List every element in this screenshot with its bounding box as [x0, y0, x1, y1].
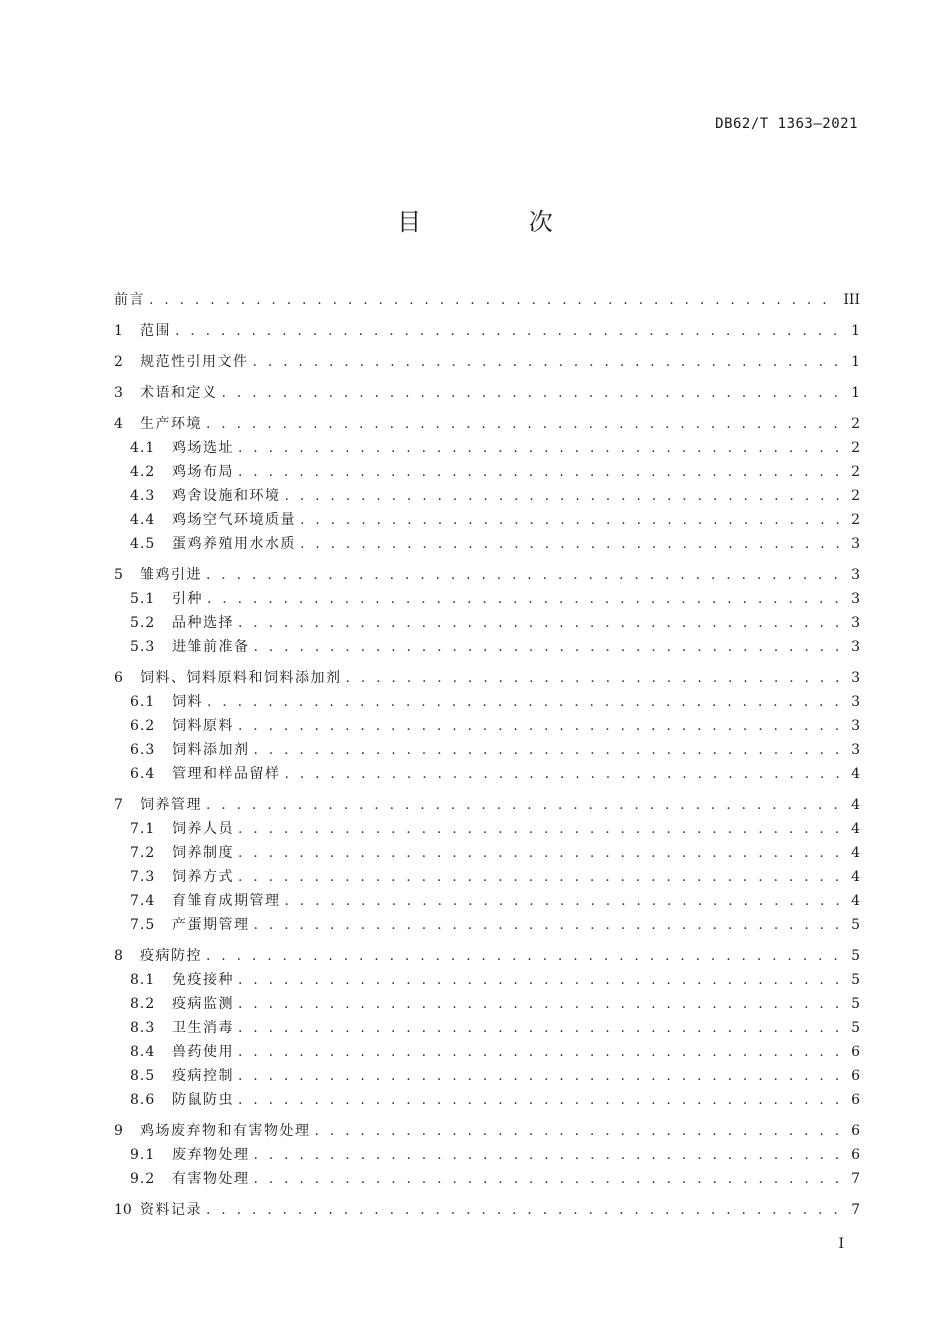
toc-entry-label: 术语和定义	[140, 385, 218, 401]
toc-leader-dots	[346, 670, 846, 686]
toc-entry-page: 2	[851, 440, 860, 456]
toc-entry-label: 鸡场布局	[172, 464, 234, 480]
toc-leader-dots	[238, 821, 845, 837]
toc-leader-dots	[206, 797, 845, 813]
toc-leader-dots	[206, 567, 845, 583]
toc-entry[interactable]	[114, 1041, 860, 1065]
toc-entry-number: 7.5	[130, 917, 156, 933]
toc-entry-label: 疫病控制	[172, 1068, 234, 1084]
toc-entry-number: 1	[114, 323, 123, 339]
toc-entry-label: 饲养人员	[172, 821, 234, 837]
toc-entry-number: 4.5	[130, 536, 156, 552]
toc-entry-label: 资料记录	[140, 1202, 202, 1218]
toc-leader-dots	[254, 917, 846, 933]
toc-entry[interactable]	[114, 564, 860, 588]
toc-entry-number: 8.1	[130, 972, 156, 988]
toc-leader-dots	[238, 845, 845, 861]
toc-leader-dots	[149, 292, 837, 308]
toc-leader-dots	[238, 869, 845, 885]
toc-leader-dots	[254, 742, 846, 758]
toc-entry-number: 5	[114, 567, 123, 583]
toc-entry-page: 3	[851, 694, 860, 710]
toc-entry[interactable]	[114, 351, 860, 375]
toc-entry-label: 进雏前准备	[172, 639, 250, 655]
toc-entry[interactable]	[114, 612, 860, 636]
toc-entry-page: 6	[851, 1123, 860, 1139]
toc-entry[interactable]	[114, 1168, 860, 1192]
toc-leader-dots	[315, 1123, 846, 1139]
toc-entry-number: 4.4	[130, 512, 156, 528]
toc-entry[interactable]	[114, 1017, 860, 1041]
toc-entry-label: 鸡舍设施和环境	[172, 488, 281, 504]
toc-entry-label: 兽药使用	[172, 1044, 234, 1060]
toc-entry-page: 1	[851, 385, 860, 401]
toc-leader-dots	[238, 615, 845, 631]
toc-entry-label: 卫生消毒	[172, 1020, 234, 1036]
toc-leader-dots	[222, 385, 846, 401]
document-number: DB62/T 1363—2021	[715, 116, 858, 132]
toc-leader-dots	[238, 440, 845, 456]
toc-entry[interactable]	[114, 588, 860, 612]
toc-entry[interactable]	[114, 509, 860, 533]
toc-entry-label: 疫病监测	[172, 996, 234, 1012]
toc-entry[interactable]	[114, 437, 860, 461]
toc-entry-page: 3	[851, 591, 860, 607]
toc-entry-number: 9	[114, 1123, 123, 1139]
toc-entry-label: 疫病防控	[140, 948, 202, 964]
toc-leader-dots	[254, 1171, 846, 1187]
toc-entry-page: 5	[851, 972, 860, 988]
toc-entry-number: 8.4	[130, 1044, 156, 1060]
toc-entry-number: 8.6	[130, 1092, 156, 1108]
toc-entry-label: 饲料添加剂	[172, 742, 250, 758]
toc-entry-number: 6.1	[130, 694, 156, 710]
toc-entry-number: 8.2	[130, 996, 156, 1012]
toc-entry[interactable]	[114, 485, 860, 509]
toc-leader-dots	[175, 323, 845, 339]
toc-entry-page: 5	[851, 996, 860, 1012]
toc-entry-number: 4.2	[130, 464, 156, 480]
toc-entry[interactable]	[114, 739, 860, 763]
toc-entry[interactable]	[114, 969, 860, 993]
toc-entry[interactable]	[114, 993, 860, 1017]
toc-entry-label: 品种选择	[172, 615, 234, 631]
toc-entry-label: 饲料原料	[172, 718, 234, 734]
toc-entry-number: 6.2	[130, 718, 156, 734]
toc-entry-label: 免疫接种	[172, 972, 234, 988]
toc-entry[interactable]	[114, 866, 860, 890]
toc-entry-page: 5	[851, 917, 860, 933]
toc-entry-page: 3	[851, 670, 860, 686]
toc-entry-page: 4	[851, 821, 860, 837]
toc-entry-page: 4	[851, 869, 860, 885]
toc-leader-dots	[253, 354, 846, 370]
toc-entry-number: 8	[114, 948, 123, 964]
toc-entry[interactable]	[114, 890, 860, 914]
toc-entry-label: 饲养方式	[172, 869, 234, 885]
toc-entry-label: 范围	[140, 323, 171, 339]
toc-leader-dots	[238, 996, 845, 1012]
toc-entry[interactable]	[114, 413, 860, 437]
toc-entry-page: 7	[851, 1202, 860, 1218]
toc-entry-page: 6	[851, 1068, 860, 1084]
toc-entry-number: 9.2	[130, 1171, 156, 1187]
toc-leader-dots	[238, 1044, 845, 1060]
toc-entry[interactable]	[114, 320, 860, 344]
toc-leader-dots	[207, 694, 845, 710]
toc-entry-label: 管理和样品留样	[172, 766, 281, 782]
toc-entry-number: 10	[114, 1202, 132, 1218]
toc-leader-dots	[238, 1092, 845, 1108]
toc-entry-page: 3	[851, 567, 860, 583]
toc-entry-number: 7.3	[130, 869, 156, 885]
toc-entry-number: 9.1	[130, 1147, 156, 1163]
toc-leader-dots	[254, 1147, 846, 1163]
toc-entry-page: 6	[851, 1147, 860, 1163]
toc-entry-page: 5	[851, 948, 860, 964]
toc-entry-label: 生产环境	[140, 416, 202, 432]
toc-entry-page: 4	[851, 893, 860, 909]
toc-leader-dots	[206, 1202, 845, 1218]
toc-leader-dots	[300, 536, 845, 552]
toc-entry-label: 废弃物处理	[172, 1147, 250, 1163]
toc-entry-page: III	[843, 292, 860, 308]
toc-entry[interactable]	[114, 289, 860, 313]
toc-entry-page: 4	[851, 797, 860, 813]
toc-entry-number: 5.3	[130, 639, 156, 655]
toc-entry-number: 6	[114, 670, 123, 686]
toc-leader-dots	[207, 591, 845, 607]
table-of-contents	[114, 289, 860, 1223]
toc-leader-dots	[238, 1068, 845, 1084]
toc-entry-number: 3	[114, 385, 123, 401]
toc-entry-page: 1	[851, 354, 860, 370]
toc-entry-number: 7.4	[130, 893, 156, 909]
toc-entry-label: 饲养制度	[172, 845, 234, 861]
toc-entry[interactable]	[114, 842, 860, 866]
toc-entry-label: 蛋鸡养殖用水水质	[172, 536, 296, 552]
toc-leader-dots	[238, 464, 845, 480]
toc-entry[interactable]	[114, 1199, 860, 1223]
toc-entry-page: 4	[851, 766, 860, 782]
toc-entry-label: 防鼠防虫	[172, 1092, 234, 1108]
toc-leader-dots	[300, 512, 845, 528]
toc-leader-dots	[206, 948, 845, 964]
toc-entry[interactable]	[114, 794, 860, 818]
toc-entry[interactable]	[114, 1120, 860, 1144]
toc-entry[interactable]	[114, 461, 860, 485]
toc-entry-page: 3	[851, 718, 860, 734]
toc-entry-label: 饲料、饲料原料和饲料添加剂	[140, 670, 342, 686]
toc-entry[interactable]	[114, 945, 860, 969]
toc-entry-page: 6	[851, 1044, 860, 1060]
toc-entry[interactable]	[114, 763, 860, 787]
toc-entry-page: 4	[851, 845, 860, 861]
toc-entry-number: 6.3	[130, 742, 156, 758]
toc-entry-label: 产蛋期管理	[172, 917, 250, 933]
toc-leader-dots	[254, 639, 846, 655]
toc-entry-page: 5	[851, 1020, 860, 1036]
toc-entry-label: 饲养管理	[140, 797, 202, 813]
toc-entry-label: 育雏育成期管理	[172, 893, 281, 909]
toc-entry[interactable]	[114, 691, 860, 715]
toc-entry-number: 5.1	[130, 591, 156, 607]
toc-entry-page: 2	[851, 416, 860, 432]
toc-entry[interactable]	[114, 1144, 860, 1168]
toc-entry-number: 4.1	[130, 440, 156, 456]
toc-entry-label: 前言	[114, 292, 145, 308]
toc-entry-page: 3	[851, 615, 860, 631]
toc-entry[interactable]	[114, 667, 860, 691]
toc-entry-number: 8.5	[130, 1068, 156, 1084]
toc-entry[interactable]	[114, 914, 860, 938]
toc-entry-number: 8.3	[130, 1020, 156, 1036]
toc-entry[interactable]	[114, 1089, 860, 1113]
toc-entry-page: 2	[851, 464, 860, 480]
page-title: 目 次	[397, 208, 603, 236]
toc-entry-number: 7.2	[130, 845, 156, 861]
toc-entry-page: 2	[851, 512, 860, 528]
toc-entry-page: 3	[851, 536, 860, 552]
toc-leader-dots	[238, 972, 845, 988]
toc-entry-page: 7	[851, 1171, 860, 1187]
toc-entry[interactable]	[114, 715, 860, 739]
toc-entry-label: 鸡场空气环境质量	[172, 512, 296, 528]
toc-entry-label: 饲料	[172, 694, 203, 710]
toc-entry-label: 有害物处理	[172, 1171, 250, 1187]
toc-leader-dots	[238, 718, 845, 734]
toc-entry-label: 鸡场废弃物和有害物处理	[140, 1123, 311, 1139]
toc-entry-number: 4.3	[130, 488, 156, 504]
toc-entry[interactable]	[114, 382, 860, 406]
toc-entry-label: 鸡场选址	[172, 440, 234, 456]
toc-entry-number: 2	[114, 354, 123, 370]
toc-entry-label: 规范性引用文件	[140, 354, 249, 370]
toc-entry-number: 4	[114, 416, 123, 432]
toc-entry-number: 7.1	[130, 821, 156, 837]
toc-entry-number: 6.4	[130, 766, 156, 782]
toc-leader-dots	[285, 766, 846, 782]
toc-entry-page: 1	[851, 323, 860, 339]
toc-leader-dots	[238, 1020, 845, 1036]
toc-entry-number: 5.2	[130, 615, 156, 631]
toc-leader-dots	[206, 416, 845, 432]
toc-entry-label: 引种	[172, 591, 203, 607]
toc-entry[interactable]	[114, 818, 860, 842]
toc-entry-label: 雏鸡引进	[140, 567, 202, 583]
toc-leader-dots	[285, 893, 846, 909]
toc-entry-page: 3	[851, 742, 860, 758]
toc-entry-number: 7	[114, 797, 123, 813]
toc-entry-page: 6	[851, 1092, 860, 1108]
toc-leader-dots	[285, 488, 846, 504]
toc-entry[interactable]	[114, 533, 860, 557]
toc-entry[interactable]	[114, 1065, 860, 1089]
toc-entry[interactable]	[114, 636, 860, 660]
page-number: I	[838, 1236, 844, 1252]
toc-entry-page: 3	[851, 639, 860, 655]
toc-entry-page: 2	[851, 488, 860, 504]
